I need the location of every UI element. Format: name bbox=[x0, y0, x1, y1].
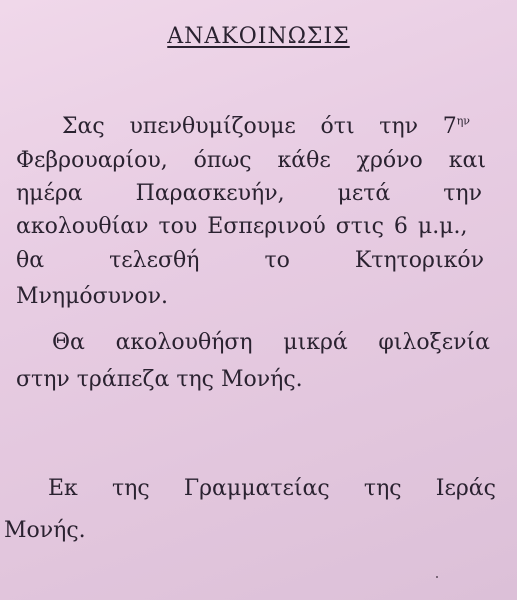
ordinal-suffix: ην bbox=[456, 114, 470, 128]
document-title: ΑΝΑΚΟΙΝΩΣΙΣ bbox=[167, 24, 350, 49]
word: φιλοξενία bbox=[378, 330, 490, 355]
word: θα bbox=[16, 248, 45, 273]
word: και bbox=[448, 148, 486, 173]
word: Γραμματείας bbox=[183, 476, 330, 501]
word: Φεβρουαρίου, bbox=[16, 148, 168, 173]
word: τελεσθή bbox=[109, 248, 200, 273]
signature-line2: Μονής. bbox=[4, 518, 86, 543]
paragraph2-line2: στην τράπεζα της Μονής. bbox=[16, 367, 303, 392]
word: Κτητορικόν bbox=[354, 248, 484, 273]
word: το bbox=[264, 248, 290, 273]
word: της bbox=[111, 476, 150, 501]
paragraph1-line1 bbox=[62, 112, 470, 142]
paper-speck bbox=[436, 576, 438, 578]
signature-line1 bbox=[48, 474, 496, 504]
word: της bbox=[363, 476, 402, 501]
paragraph1-line4: ακολουθίαν του Εσπερινού στις 6 μ.μ., bbox=[16, 214, 468, 239]
paragraph1-line3 bbox=[16, 179, 482, 209]
word: την bbox=[443, 181, 482, 206]
word: ότι bbox=[320, 114, 355, 139]
word: Εκ bbox=[48, 476, 78, 501]
word: την bbox=[379, 114, 419, 139]
word: Σας bbox=[62, 114, 105, 139]
word: χρόνο bbox=[356, 148, 423, 173]
paragraph1-line2 bbox=[16, 146, 486, 176]
word: ημέρα bbox=[16, 181, 83, 206]
word: Παρασκευήν, bbox=[135, 181, 285, 206]
date-number: $7^{\eta\nu}$ bbox=[442, 114, 470, 139]
paragraph1-line5 bbox=[16, 246, 484, 276]
word: κάθε bbox=[277, 148, 331, 173]
word: μικρά bbox=[283, 330, 348, 355]
word: μετά bbox=[337, 181, 391, 206]
word: υπενθυμίζουμε bbox=[129, 114, 296, 139]
paragraph1-line6: Μνημόσυνον. bbox=[16, 284, 169, 309]
paragraph2-line1 bbox=[52, 328, 490, 358]
word: ακολουθήση bbox=[115, 330, 253, 355]
word: Ιεράς bbox=[435, 476, 496, 501]
word: Θα bbox=[52, 330, 85, 355]
word: όπως bbox=[193, 148, 252, 173]
